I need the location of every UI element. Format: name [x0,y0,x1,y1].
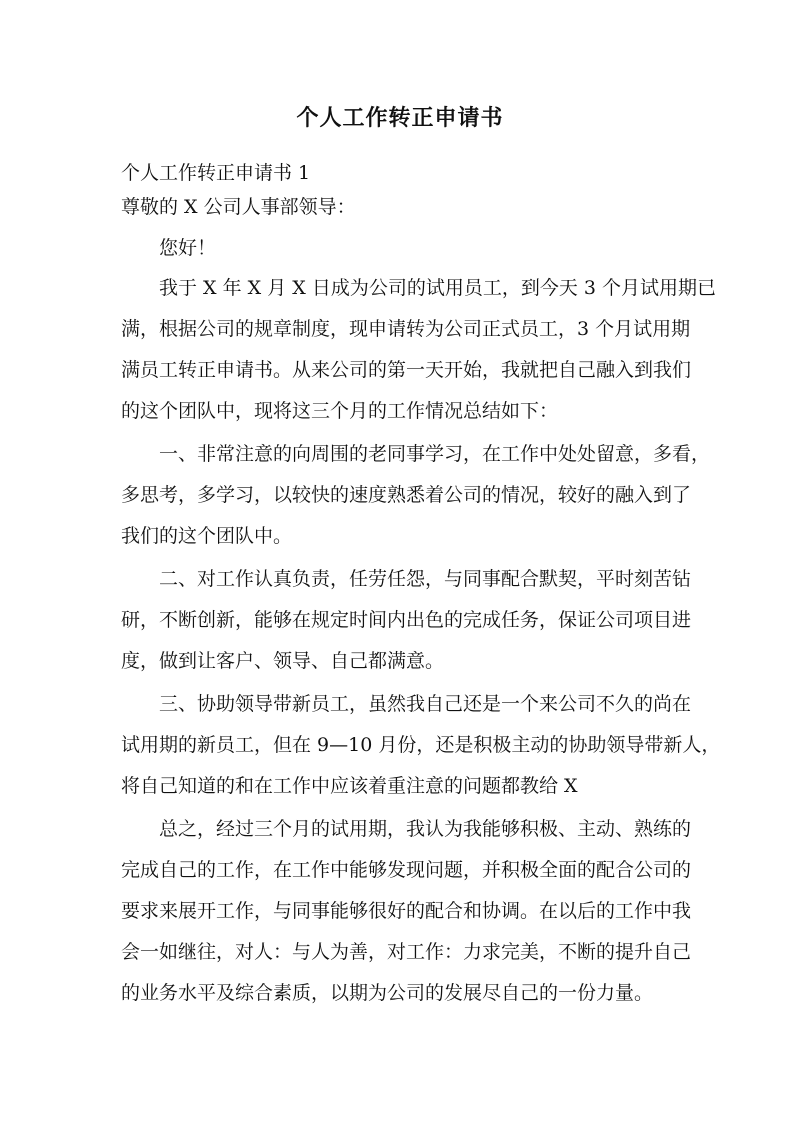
paragraph-line: 的这个团队中，现将这三个月的工作情况总结如下： [121,400,559,422]
paragraph-line: 研，不断创新，能够在规定时间内出色的完成任务，保证公司项目进 [121,609,692,631]
paragraph-line: 会一如继往，对人：与人为善，对工作：力求完美，不断的提升自己 [121,941,692,963]
paragraph-line: 一、非常注意的向周围的老同事学习，在工作中处处留意，多看， [159,443,711,465]
paragraph-line: 的业务水平及综合素质，以期为公司的发展尽自己的一份力量。 [121,982,654,1004]
paragraph-line: 要求来展开工作，与同事能够很好的配合和协调。在以后的工作中我 [121,900,692,922]
paragraph-line: 我于 X 年 X 月 X 日成为公司的试用员工，到今天 3 个月试用期已 [159,277,716,299]
paragraph-line: 完成自己的工作，在工作中能够发现问题，并积极全面的配合公司的 [121,859,692,881]
paragraph-line: 总之，经过三个月的试用期，我认为我能够积极、主动、熟练的 [159,818,692,840]
paragraph-line: 度，做到让客户、领导、自己都满意。 [121,650,445,672]
paragraph-line: 我们的这个团队中。 [121,525,293,547]
paragraph-line: 将自己知道的和在工作中应该着重注意的问题都教给 X [121,775,578,797]
paragraph-line: 满，根据公司的规章制度，现申请转为公司正式员工，3 个月试用期 [121,318,691,340]
greeting: 您好！ [159,237,217,259]
salutation: 尊敬的 X 公司人事部领导： [121,196,356,218]
paragraph-line: 满员工转正申请书。从来公司的第一天开始，我就把自己融入到我们 [121,359,692,381]
document-subtitle: 个人工作转正申请书 1 [121,162,311,184]
paragraph-line: 多思考，多学习，以较快的速度熟悉着公司的情况，较好的融入到了 [121,484,692,506]
paragraph-line: 三、协助领导带新员工，虽然我自己还是一个来公司不久的尚在 [159,693,692,715]
paragraph-line: 试用期的新员工，但在 9—10 月份，还是积极主动的协助领导带新人， [121,734,721,756]
document-title: 个人工作转正申请书 [296,105,504,131]
paragraph-line: 二、对工作认真负责，任劳任怨，与同事配合默契，平时刻苦钻 [159,568,692,590]
